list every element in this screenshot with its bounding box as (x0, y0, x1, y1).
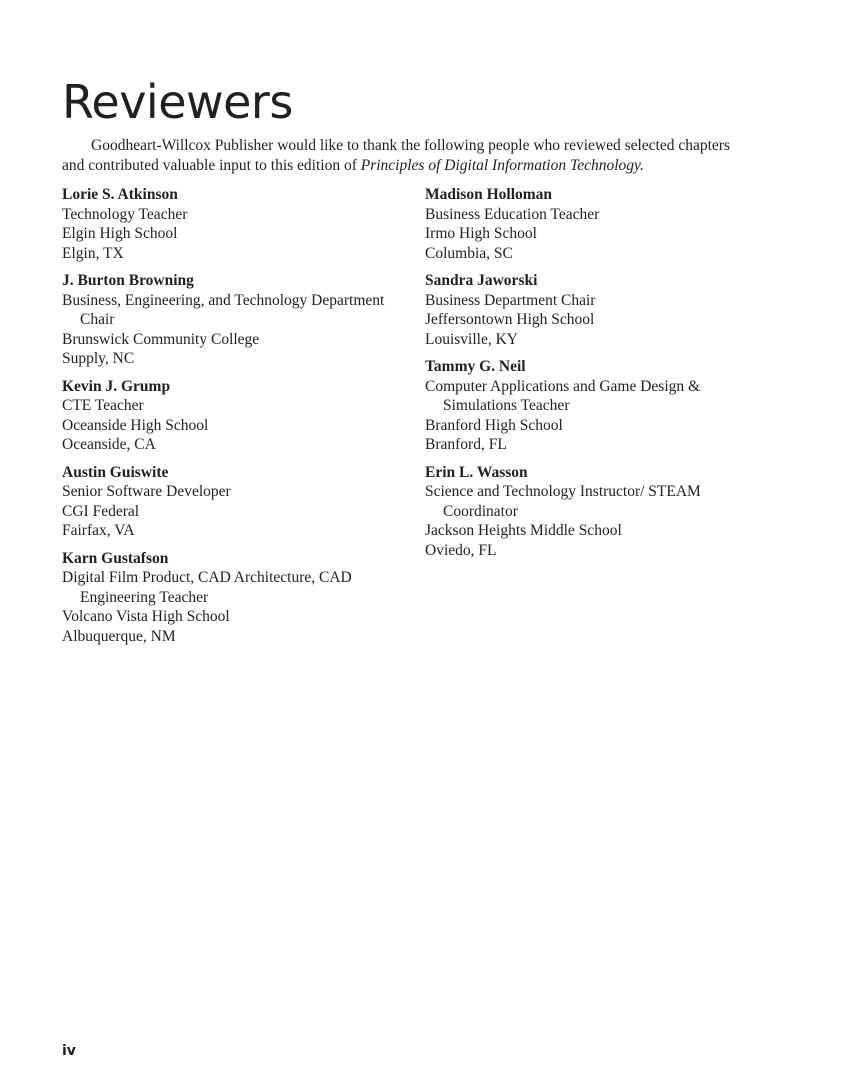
reviewer-name: Sandra Jaworski (425, 272, 538, 289)
reviewer-location: Branford, FL (425, 436, 507, 453)
reviewer-institution: Branford High School (425, 416, 563, 434)
reviewers-left-column (62, 185, 402, 654)
reviewer-name: Lorie S. Atkinson (62, 186, 178, 203)
reviewer-location: Elgin, TX (62, 244, 124, 262)
reviewer-title: Business, Engineering, and Technology Department Chair (62, 291, 385, 328)
reviewer-title: Business Education Teacher (425, 205, 600, 223)
reviewer-institution: CGI Federal (62, 502, 140, 520)
reviewer-entry (62, 185, 402, 263)
page-title: Reviewers (62, 75, 293, 129)
reviewers-right-column (425, 185, 765, 568)
reviewer-name: Karn Gustafson (62, 549, 169, 567)
reviewer-title: Business Department Chair (425, 291, 596, 309)
reviewer-title: Digital Film Product, CAD Architecture, CAD Engineering Teacher (62, 569, 352, 606)
reviewer-entry (62, 549, 402, 647)
reviewer-name: Kevin J. Grump (62, 377, 171, 395)
reviewer-name: J. Burton Browning (62, 272, 194, 289)
intro-paragraph (62, 136, 752, 175)
reviewer-title: Science and Technology Instructor/ STEAM Coordinator (425, 483, 701, 520)
reviewer-entry (425, 357, 765, 455)
reviewer-entry (62, 463, 402, 541)
reviewer-institution: Brunswick Community College (62, 330, 260, 348)
reviewer-name: Tammy G. Neil (425, 358, 526, 375)
reviewer-entry (425, 271, 765, 349)
page-number: iv (62, 1043, 76, 1059)
reviewer-entry (425, 185, 765, 263)
reviewer-location: Albuquerque, NM (62, 627, 176, 645)
reviewer-location: Supply, NC (62, 350, 135, 367)
reviewer-location: Fairfax, VA (62, 522, 135, 539)
reviewer-location: Oviedo, FL (425, 541, 497, 559)
reviewer-location: Louisville, KY (425, 330, 518, 348)
reviewer-institution: Irmo High School (425, 225, 537, 242)
reviewer-title: Technology Teacher (62, 205, 188, 223)
book-title: Principles of Digital Information Technology. (360, 156, 644, 174)
reviewer-entry (425, 463, 765, 561)
reviewer-title: CTE Teacher (62, 397, 144, 414)
reviewer-location: Columbia, SC (425, 244, 513, 262)
reviewer-institution: Elgin High School (62, 225, 178, 242)
reviewer-title: Senior Software Developer (62, 483, 231, 500)
reviewer-title: Computer Applications and Game Design & Simulations Teacher (425, 377, 701, 414)
reviewer-entry (62, 377, 402, 455)
reviewer-institution: Volcano Vista High School (62, 608, 230, 625)
intro-text: Goodheart-Willcox Publisher would like to thank the following people who reviewed selected chapters and contributed valuable input to this edition of (62, 137, 731, 174)
reviewer-institution: Jeffersontown High School (425, 311, 595, 328)
reviewer-location: Oceanside, CA (62, 436, 156, 453)
reviewer-entry (62, 271, 402, 369)
reviewer-name: Austin Guiswite (62, 463, 169, 481)
reviewer-name: Erin L. Wasson (425, 463, 528, 481)
reviewer-name: Madison Holloman (425, 186, 553, 203)
reviewer-institution: Oceanside High School (62, 416, 209, 434)
reviewer-institution: Jackson Heights Middle School (425, 522, 622, 539)
